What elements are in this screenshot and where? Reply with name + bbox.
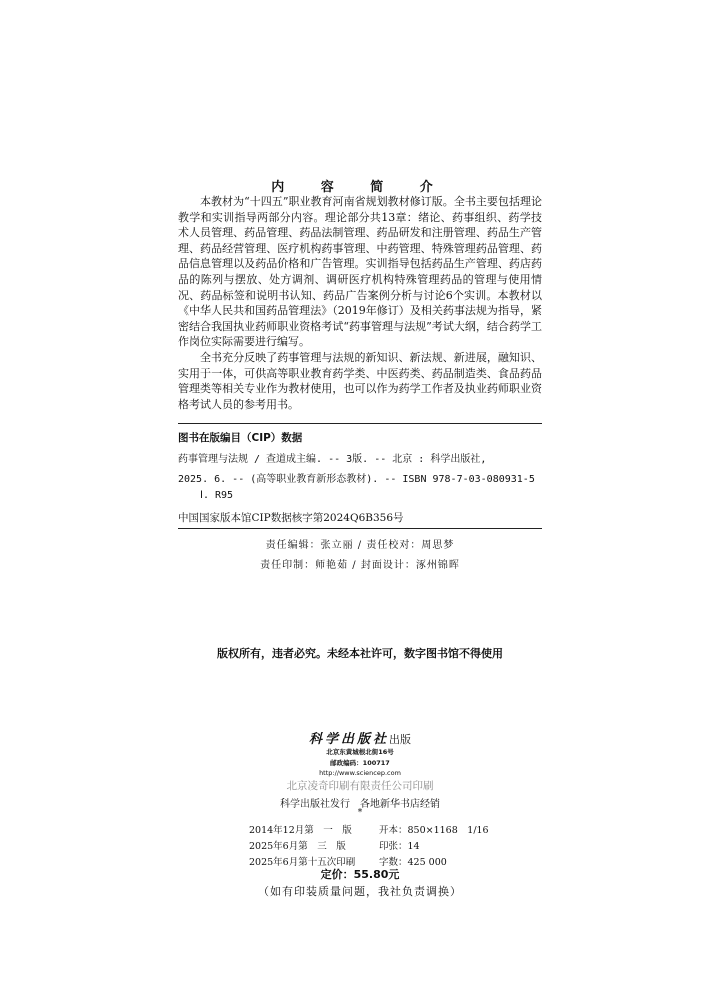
separator-star: * [357, 808, 363, 818]
print-info-row [249, 838, 420, 852]
issuer-line: 科学出版社发行 各地新华书店经销 [280, 799, 440, 810]
publisher-postcode: 邮政编码：100717 [330, 759, 390, 767]
editor-line-1: 责任编辑：张立丽 / 责任校对：周思梦 [265, 540, 455, 551]
edition-date: 2025年6月第十五次印刷 [249, 857, 356, 868]
page-title: 内 容 简 介 [271, 180, 449, 195]
summary-paragraph-2: 全书充分反映了药事管理与法规的新知识、新法规、新进展，融知识、实用于一体，可供高等职业教育药学类、中医药类、药品制造类、食品药品管理类等相关专业作为教材使用，也可以作为药学工作者及执业药师职业资格考试人员的参考用书。 [178, 350, 542, 411]
price: 定价：55.80元 [320, 868, 400, 881]
summary-paragraph-1: 本教材为“十四五”职业教育河南省规划教材修订版。全书主要包括理论教学和实训指导两部分内容。理论部分共13章：绪论、药事组织、药学技术人员管理、药品管理、药品法制管理、药品研发和注册管理、药品生产管理、药品经营管理、医疗机构药事管理、中药管理、特殊管理药品管理、药品信息管理以及药品价格和广告管理。实训指导包括药品生产管理、药店药品的陈列与摆放、处方调剂、调研医疗机构特殊管理药品的管理与使用情况、药品标签和说明书认知、药品广告案例分析与讨论6个实训。本教材以《中华人民共和国药品管理法》（2019年修订）及相关药事法规为指导，紧密结合我国执业药师职业资格考试“药事管理与法规”考试大纲，结合药学工作岗位实际需要进行编写。 [178, 195, 542, 349]
edition-date: 2014年12月第 一 版 [249, 825, 352, 836]
copyright-notice: 版权所有，违者必究。未经本社许可，数字图书馆不得使用 [217, 647, 503, 660]
printer-name: 北京凌奇印刷有限责任公司印刷 [286, 780, 434, 792]
cip-line-3: Ⅰ. R95 [200, 490, 234, 501]
cip-bottom-rule [178, 528, 542, 529]
cip-line-2: 2025. 6. -- (高等职业教育新形态教材). -- ISBN 978-7-03-080931-5 [178, 474, 535, 485]
cip-line-4: 中国国家版本馆CIP数据核字第2024Q6B356号 [178, 512, 404, 524]
editor-line-2: 责任印制：师艳茹 / 封面设计：涿州锦晖 [260, 560, 460, 571]
print-info-row [249, 822, 489, 836]
cip-top-rule [178, 423, 542, 424]
cip-line-1: 药事管理与法规 / 查道成主编. -- 3版. -- 北京 : 科学出版社, [178, 454, 487, 465]
edition-date: 2025年6月第 三 版 [249, 841, 346, 852]
publisher-logo-line [0, 728, 720, 747]
content-summary [178, 194, 542, 412]
publisher-suffix: 出版 [389, 733, 411, 746]
cip-heading: 图书在版编目（CIP）数据 [178, 432, 303, 444]
edition-detail: 印张：14 [379, 841, 420, 852]
publisher-address: 北京东黄城根北街16号 [326, 748, 394, 756]
quality-note: （如有印装质量问题，我社负责调换） [258, 885, 462, 898]
publisher-url: http://www.sciencep.com [319, 769, 401, 777]
edition-detail: 字数：425 000 [379, 857, 447, 868]
publisher-logo: 科学出版社 [308, 732, 389, 747]
edition-detail: 开本：850×1168 1/16 [379, 825, 489, 836]
